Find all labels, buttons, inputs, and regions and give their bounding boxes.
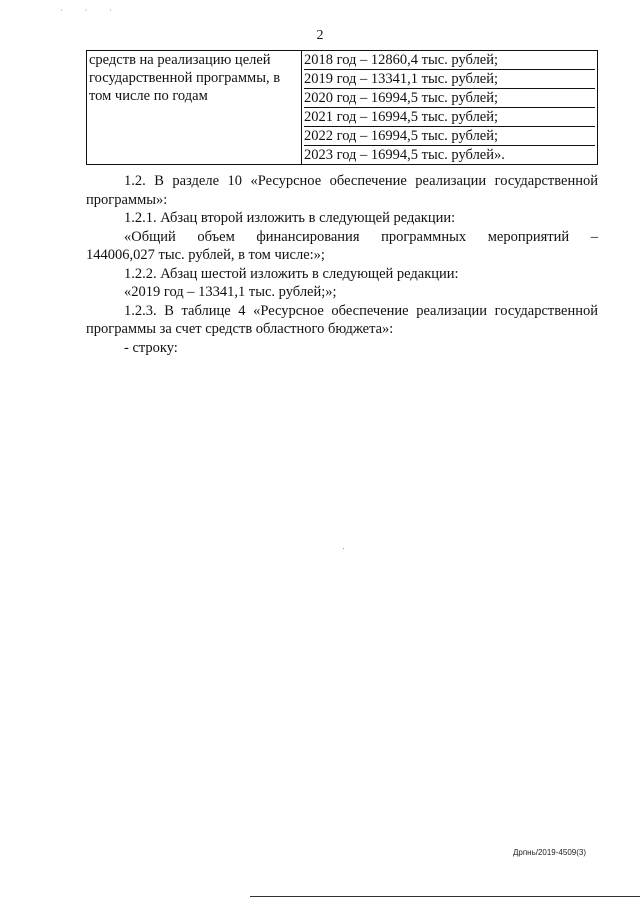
- year-line: 2018 год – 12860,4 тыс. рублей;: [304, 51, 595, 70]
- table-left-cell: средств на реализацию целей государственной программы, в том числе по годам: [87, 51, 302, 165]
- scan-speck: [343, 548, 344, 549]
- paragraph-1-2-1: 1.2.1. Абзац второй изложить в следующей редакции:: [124, 210, 456, 226]
- document-code: Дрпнь/2019-4509(3): [512, 848, 586, 857]
- table-years-cell: [302, 51, 598, 165]
- year-line: 2020 год – 16994,5 тыс. рублей;: [304, 89, 595, 108]
- year-line: 2021 год – 16994,5 тыс. рублей;: [304, 108, 595, 127]
- scan-edge-line: [250, 896, 640, 897]
- paragraph-quote-line-2: 144006,027 тыс. рублей, в том числе:»;: [86, 247, 325, 263]
- paragraph-1-2-3: 1.2.3. В таблице 4 «Ресурсное обеспечение реализации государственной программы за счет средств областного бюджета»:: [86, 302, 598, 337]
- budget-table: [86, 50, 598, 165]
- paragraph-1-2-2: 1.2.2. Абзац шестой изложить в следующей редакции:: [124, 265, 459, 282]
- page-number: 2: [316, 28, 324, 43]
- year-line: 2022 год – 16994,5 тыс. рублей;: [304, 127, 595, 146]
- paragraph-quote-2019: «2019 год – 13341,1 тыс. рублей;»;: [124, 284, 337, 300]
- paragraph-quote-line-1: «Общий объем финансирования программных мероприятий –: [124, 228, 598, 245]
- table-row: [87, 51, 598, 165]
- paragraph-stroku: - строку:: [124, 339, 178, 356]
- document-body: [86, 172, 598, 357]
- year-line: 2019 год – 13341,1 тыс. рублей;: [304, 70, 595, 89]
- year-line: 2023 год – 16994,5 тыс. рублей».: [304, 147, 505, 163]
- paragraph-1-2: 1.2. В разделе 10 «Ресурсное обеспечение реализации государственной программы»:: [86, 173, 598, 208]
- scan-artifact: · · ·: [60, 6, 122, 15]
